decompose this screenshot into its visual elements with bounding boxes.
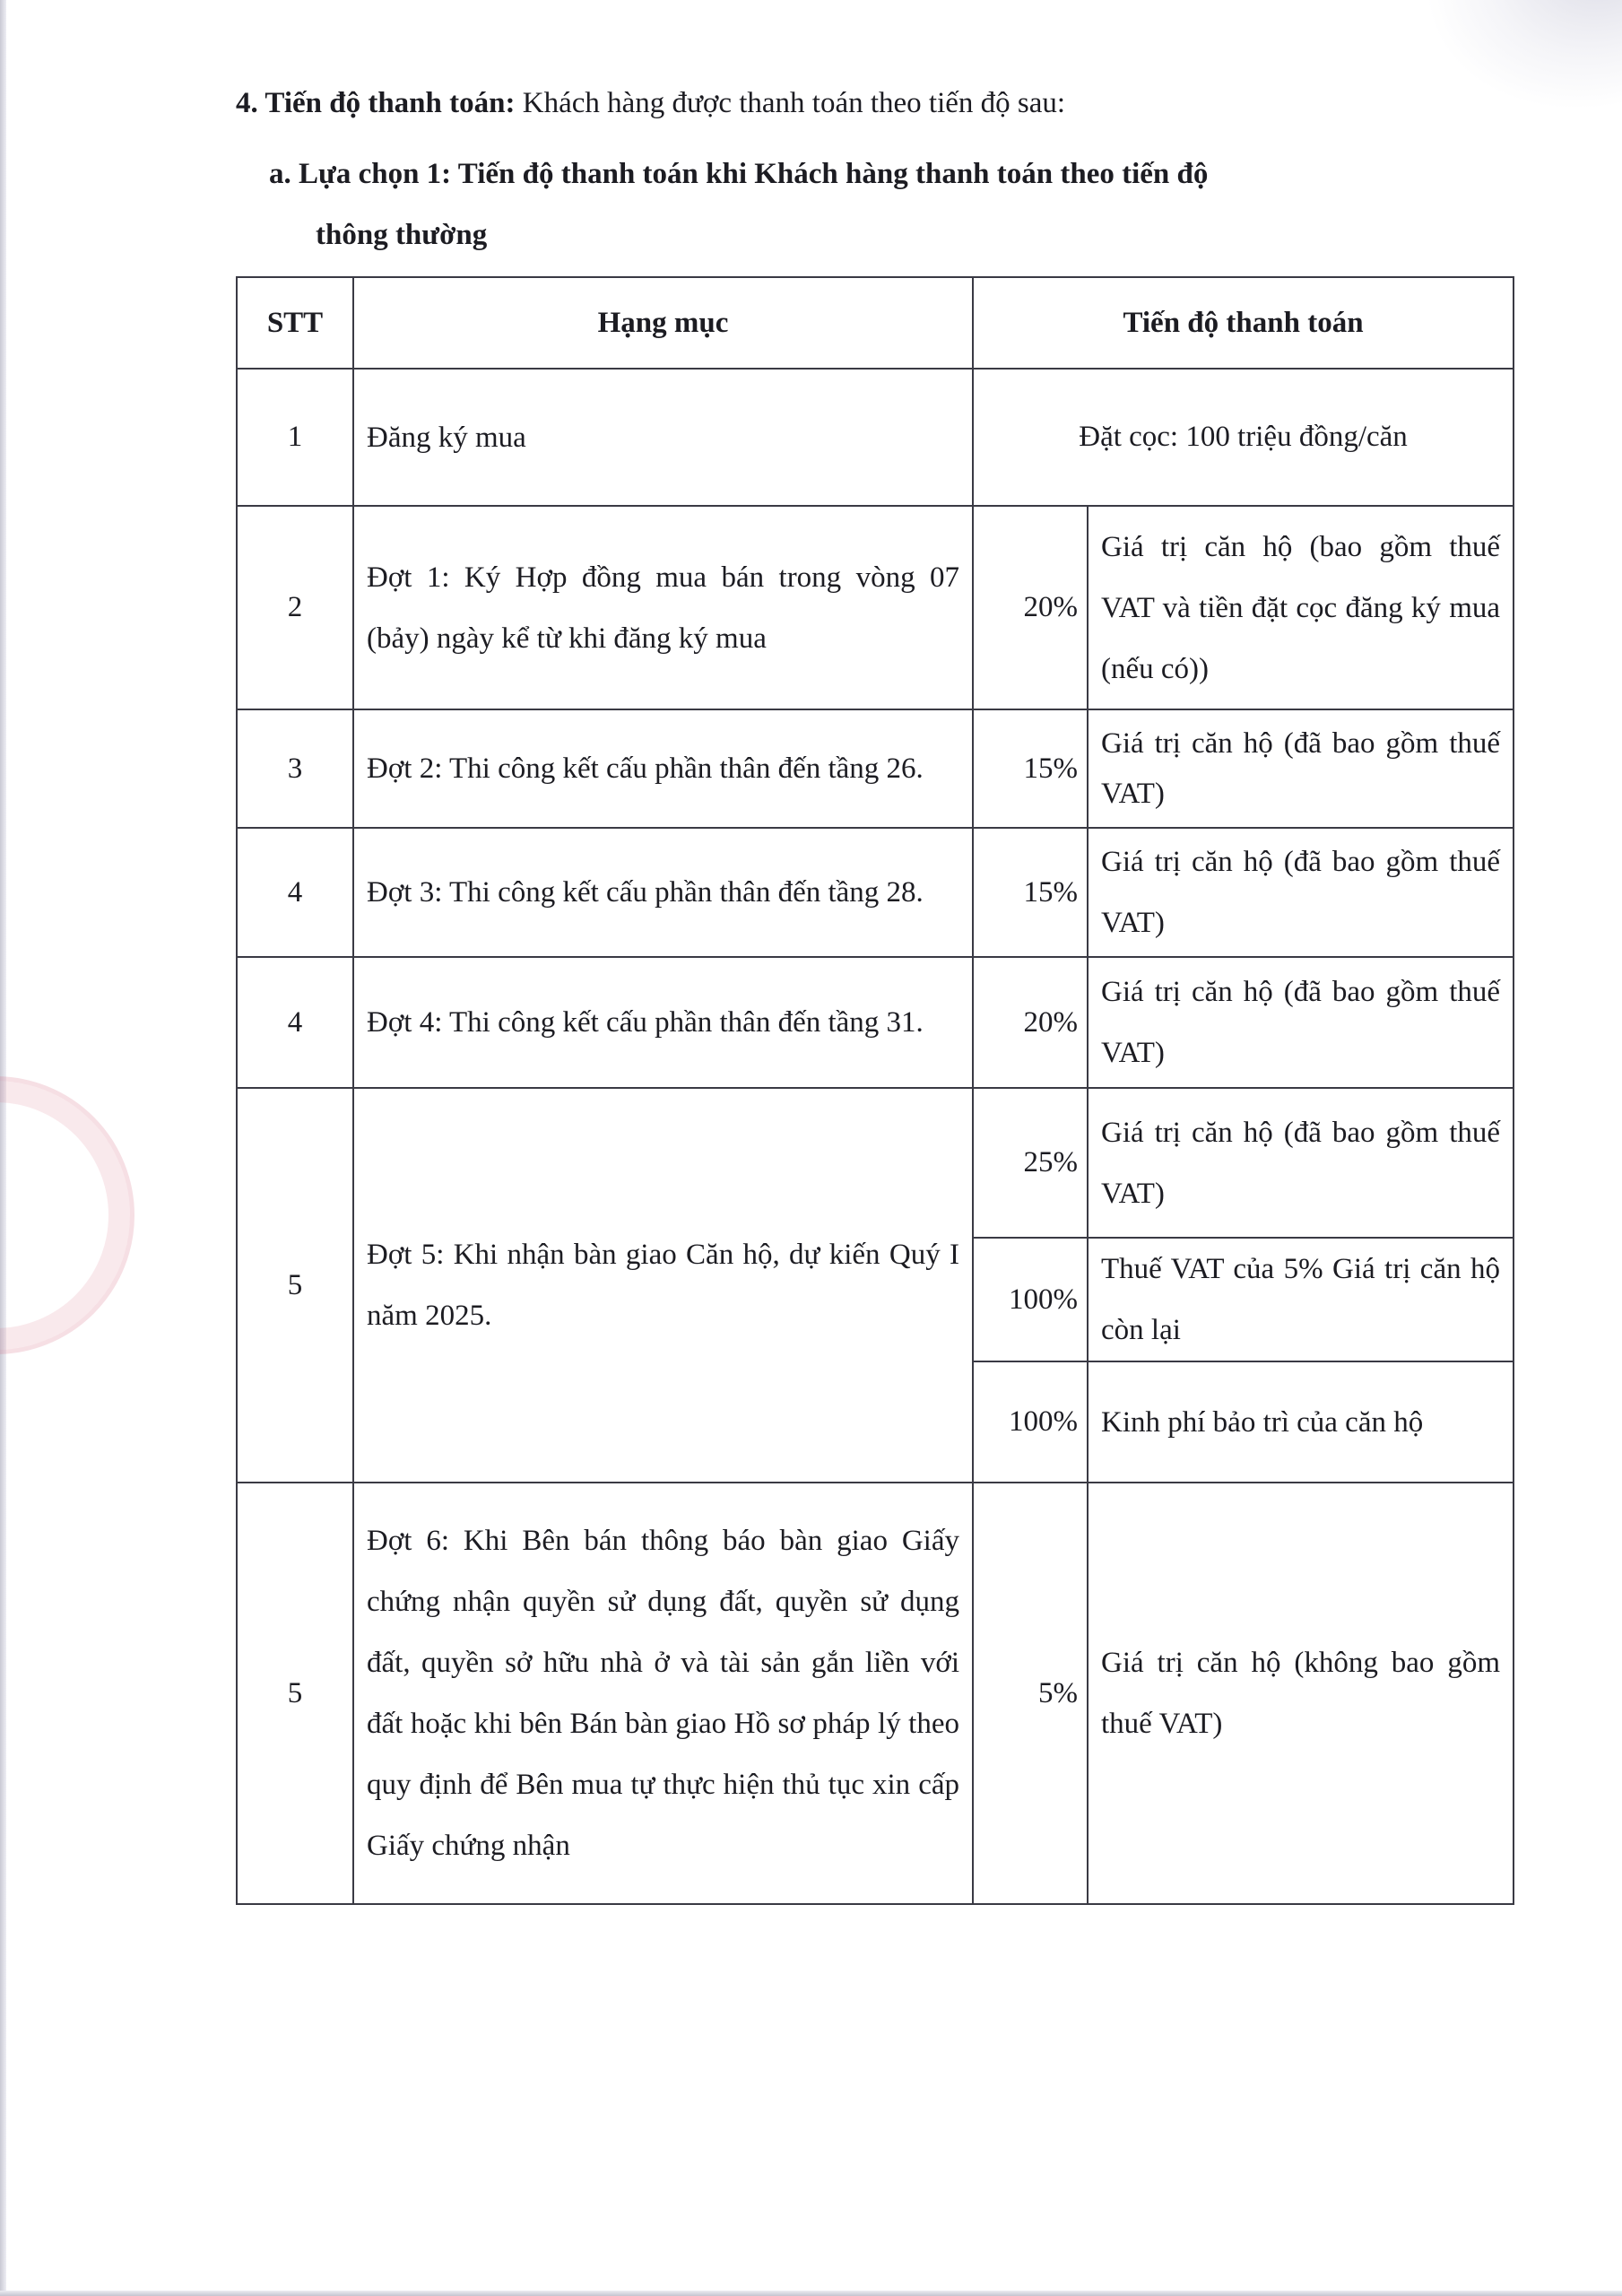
section-intro: Khách hàng được thanh toán theo tiến độ sau:	[522, 87, 1066, 119]
cell-description: Giá trị căn hộ (đã bao gồm thuế VAT)	[1088, 709, 1514, 828]
cell-percent: 25%	[973, 1088, 1088, 1238]
table-row	[237, 1088, 1514, 1238]
cell-stt: 5	[237, 1483, 353, 1904]
option-heading-line1: a. Lựa chọn 1: Tiến độ thanh toán khi Khách hàng thanh toán theo tiến độ	[269, 158, 1209, 190]
scan-edge-bottom	[0, 2291, 1622, 2296]
cell-description: Giá trị căn hộ (bao gồm thuế VAT và tiền đặt cọc đăng ký mua (nếu có))	[1088, 506, 1514, 709]
cell-description: Giá trị căn hộ (không bao gồm thuế VAT)	[1088, 1483, 1514, 1904]
cell-item: Đợt 2: Thi công kết cấu phần thân đến tầng 26.	[353, 709, 973, 828]
cell-description: Thuế VAT của 5% Giá trị căn hộ còn lại	[1088, 1238, 1514, 1361]
table-row	[237, 506, 1514, 709]
section-number-title: 4. Tiến độ thanh toán:	[236, 87, 516, 119]
cell-percent: 15%	[973, 709, 1088, 828]
cell-description: Giá trị căn hộ (đã bao gồm thuế VAT)	[1088, 828, 1514, 957]
cell-percent: 100%	[973, 1361, 1088, 1483]
cell-item: Đợt 6: Khi Bên bán thông báo bàn giao Giấy chứng nhận quyền sử dụng đất, quyền sử dụng đất, quyền sở hữu nhà ở và tài sản gắn liền với đất hoặc khi bên Bán bàn giao Hồ sơ pháp lý theo quy định để Bên mua tự thực hiện thủ tục xin cấp Giấy chứng nhận	[353, 1483, 973, 1904]
cell-description: Giá trị căn hộ (đã bao gồm thuế VAT)	[1088, 1088, 1514, 1238]
cell-description: Giá trị căn hộ (đã bao gồm thuế VAT)	[1088, 957, 1514, 1088]
cell-stt: 4	[237, 957, 353, 1088]
cell-percent: 5%	[973, 1483, 1088, 1904]
cell-stt: 2	[237, 506, 353, 709]
red-seal-stamp-partial	[0, 1076, 134, 1354]
cell-item: Đợt 5: Khi nhận bàn giao Căn hộ, dự kiến Quý I năm 2025.	[353, 1088, 973, 1483]
cell-item: Đợt 3: Thi công kết cấu phần thân đến tầng 28.	[353, 828, 973, 957]
header-item: Hạng mục	[353, 277, 973, 369]
cell-percent: 20%	[973, 506, 1088, 709]
cell-deposit: Đặt cọc: 100 triệu đồng/căn	[973, 369, 1514, 506]
table-row	[237, 828, 1514, 957]
cell-item: Đợt 1: Ký Hợp đồng mua bán trong vòng 07 (bảy) ngày kể từ khi đăng ký mua	[353, 506, 973, 709]
cell-description: Kinh phí bảo trì của căn hộ	[1088, 1361, 1514, 1483]
header-stt: STT	[237, 277, 353, 369]
cell-item: Đợt 4: Thi công kết cấu phần thân đến tầng 31.	[353, 957, 973, 1088]
cell-stt: 3	[237, 709, 353, 828]
cell-percent: 15%	[973, 828, 1088, 957]
option-heading-line2: thông thường	[316, 219, 488, 251]
table-header-row	[237, 277, 1514, 369]
table-row	[237, 369, 1514, 506]
cell-stt: 1	[237, 369, 353, 506]
cell-percent: 100%	[973, 1238, 1088, 1361]
table-row	[237, 709, 1514, 828]
header-schedule: Tiến độ thanh toán	[973, 277, 1514, 369]
cell-percent: 20%	[973, 957, 1088, 1088]
section-heading	[236, 83, 1065, 123]
table-row	[237, 1483, 1514, 1904]
option-heading	[269, 144, 1475, 265]
cell-stt: 4	[237, 828, 353, 957]
cell-stt: 5	[237, 1088, 353, 1483]
scan-corner-shadow	[1419, 0, 1622, 160]
payment-schedule-table	[236, 276, 1514, 1905]
cell-item: Đăng ký mua	[353, 369, 973, 506]
table-row	[237, 957, 1514, 1088]
